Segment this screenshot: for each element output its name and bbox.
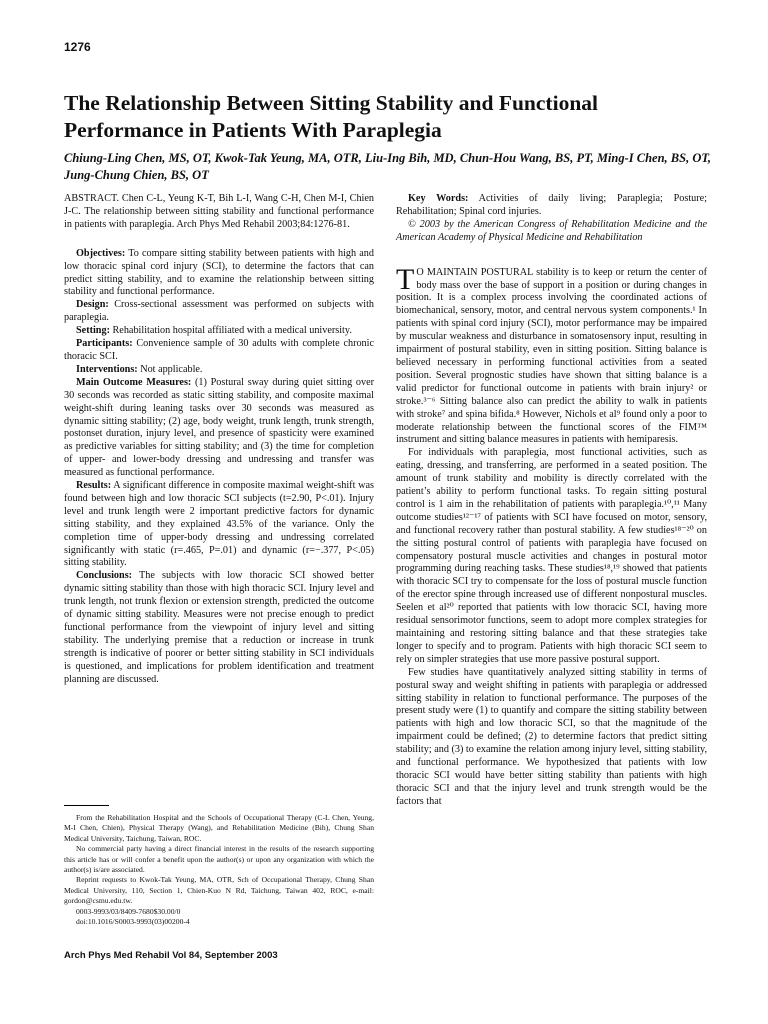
page-number: 1276 — [64, 40, 91, 54]
abstract-results — [64, 480, 374, 570]
section-label: Setting: — [76, 325, 110, 337]
left-column — [64, 193, 374, 687]
section-label: Main Outcome Measures: — [76, 376, 192, 388]
journal-footer: Arch Phys Med Rehabil Vol 84, September 2003 — [64, 950, 278, 961]
article-title: The Relationship Between Sitting Stability and Functional Performance in Patients With Paraplegia — [64, 91, 598, 142]
abstract-interventions — [64, 364, 374, 377]
abstract-conclusions — [64, 570, 374, 686]
footnotes — [64, 805, 374, 927]
copyright-notice: © 2003 by the American Congress of Rehabilitation Medicine and the American Academy of Physical Medicine and Rehabilitation — [396, 218, 707, 243]
key-words — [396, 193, 707, 219]
section-text: To compare sitting stability between patients with high and low thoracic spinal cord injury (SCI), to determine the factors that can predict sitting stability, and to examine the relationship between sitting stability and functional performance. — [64, 247, 374, 298]
section-label: Interventions: — [76, 363, 138, 375]
abstract-citation: ABSTRACT. Chen C-L, Yeung K-T, Bih L-I, Wang C-H, Chen M-I, Chien J-C. The relationship between sitting stability and functional performance in patients with paraplegia. Arch Phys Med Rehabil 2003;84:1276-81. — [64, 193, 374, 230]
section-label: Participants: — [76, 338, 133, 350]
section-label: Conclusions: — [76, 570, 133, 582]
key-words-text: Activities of daily living; Paraplegia; Posture; Rehabilitation; Spinal cord injuries. — [396, 193, 707, 217]
section-text: (1) Postural sway during quiet sitting over 30 seconds was recorded as static sitting stability, and composite maximal weight-shift during leaning tasks over 30 seconds was measured as dynamic sitting stability; (2) age, body weight, trunk length, trunk strength, postonset duration, injury level, and presence of spasticity were examined as predictive variables for sitting stability; and (3) the time for completion of upper- and lower-body dressing and undressing and transfer was measured as functional performance. — [64, 376, 374, 479]
section-text: Convenience sample of 30 adults with complete chronic thoracic SCI. — [64, 338, 374, 362]
footnote-doi: doi:10.1016/S0003-9993(03)00200-4 — [76, 917, 190, 927]
abstract-setting — [64, 325, 374, 338]
abstract-objectives — [64, 248, 374, 300]
body-paragraph-2: For individuals with paraplegia, most functional activities, such as eating, dressing, and transferring, are performed in a seated position. The amount of trunk stability and mobility is directly correlated with the patient’s ability to perform functional tasks. To regain sitting postural control is 1 aim in the rehabilitation of patients with paraplegia.¹⁰,¹¹ Many outcome studies¹²⁻¹⁷ of patients with SCI have focused on motor, sensory, and functional recovery rather than postural stability. A few studies¹⁸⁻²⁰ on the sitting postural control of patients with paraplegia have focused on compensatory postural muscle activities and changes in postural motor programming during reaching tasks. These studies¹⁸,¹⁹ showed that patients with thoracic SCI try to compensate for the loss of postural muscle function of the erector spine through increased use of different nonpostural muscles. Seelen et al²⁰ reported that patients with low thoracic SCI, having more residual sensorimotor functions, seem to adopt more complex strategies for maintaining and restoring sitting balance and that these strategies take longer to specify and to program. Patients with high thoracic SCI seem to rely on simpler strategies that use more passive postural support. — [396, 447, 707, 665]
section-label: Objectives: — [76, 247, 126, 259]
key-words-label: Key Words: — [408, 193, 469, 204]
abstract-design — [64, 299, 374, 325]
footnote-disclosure: No commercial party having a direct financial interest in the results of the research supporting this article has or will confer a benefit upon the author(s) or upon any organization with which the author(s) is/are associated. — [64, 844, 374, 875]
section-text: Rehabilitation hospital affiliated with a medical university. — [109, 325, 352, 337]
section-label: Results: — [76, 480, 112, 492]
section-text: The subjects with low thoracic SCI showed better dynamic sitting stability than those with high thoracic SCI. Injury level and trunk length, not trunk flexion or extension strength, predicted the outcome of dynamic sitting stability. Measures were not precise enough to predict functional performance from the viewpoint of injury level and sitting stability. The underlying premise that a reduction or increase in trunk strength is indicative of poorer or better sitting stability in SCI individuals is questioned, and implications for problem identification and treatment planning are discussed. — [64, 570, 374, 685]
abstract-participants — [64, 338, 374, 364]
section-text: A significant difference in composite maximal weight-shift was found between high and low thoracic SCI subjects (t=2.90, P<.01). Injury level and trunk length were 2 important predictive factors for dynamic sitting stability, and they explained 43.5% of the variance. Only the completion time of upper-body dressing and undressing correlated significantly with static (r=.465, P=.01) and dynamic (r=−.377, P<.05) sitting stability. — [64, 480, 374, 569]
footnote-rule — [64, 805, 109, 806]
abstract-outcome-measures — [64, 377, 374, 480]
footnote-affiliation: From the Rehabilitation Hospital and the Schools of Occupational Therapy (C-L Chen, Yeung, M-I Chen, Chien), Physical Therapy (Wang), and Rehabilitation Medicine (Bih), Chung Shan Medical University, Taichung, Taiwan, ROC. — [64, 813, 374, 843]
footnote-reprint: Reprint requests to Kwok-Tak Yeung, MA, OTR, Sch of Occupational Therapy, Chung Shan Medical University, 110, Section 1, Chien-Kuo N Rd, Taichung, Taiwan 402, ROC, e-mail: gordon@csmu.edu.tw. — [64, 875, 374, 906]
section-label: Design: — [76, 299, 109, 311]
footnote-issn: 0003-9993/03/8409-7680$30.00/0 — [76, 906, 181, 916]
body-paragraph-1: TO MAINTAIN POSTURAL stability is to keep or return the center of body mass over the base of support in a position or during changes in position. It is a complex process involving the coordinated actions of biomechanical, sensory, motor, and central nervous system components.¹ In patients with spinal cord injury (SCI), motor performance may be impaired by muscular weakness and disturbance in somatosensory input, resulting in impairment of postural stability, even in sitting position. Sitting balance is believed necessary in performing functional activities from a seated position. Several prognostic studies have shown that sitting balance is a valid predictor for functional outcome in patients with brain injury² or stroke.³⁻⁶ Sitting balance also can predict the ability to walk in patients with stroke⁷ and spina bifida.⁸ However, Nichols et al⁹ found only a poor to moderate relationship between the functional scores of the FIM™ instrument and sitting balance measures in patients with hemiparesis. — [396, 262, 707, 446]
section-text: Not applicable. — [137, 363, 203, 375]
author-list: Chiung-Ling Chen, MS, OT, Kwok-Tak Yeung, MA, OTR, Liu-Ing Bih, MD, Chun-Hou Wang, BS, PT, Ming-I Chen, BS, OT, Jung-Chung Chien, BS, OT — [64, 151, 711, 182]
section-text: Cross-sectional assessment was performed on subjects with paraplegia. — [64, 299, 374, 324]
right-column — [396, 193, 707, 809]
body-paragraph-3: Few studies have quantitatively analyzed sitting stability in terms of postural sway and weight shifting in patients with paraplegia or addressed sitting stability in relation to functional performance. The purposes of the present study were (1) to quantify and compare the sitting stability between patients with high and low thoracic SCI, so that the magnitude of the impairment could be defined; (2) to determine factors that predict sitting stability; and (3) to examine the relation among injury level, sitting stability, and functional performance. We hypothesized that patients with low thoracic SCI would have better sitting stability than patients with high thoracic SCI and that the injury level and trunk strength would be the factors that — [396, 666, 707, 807]
